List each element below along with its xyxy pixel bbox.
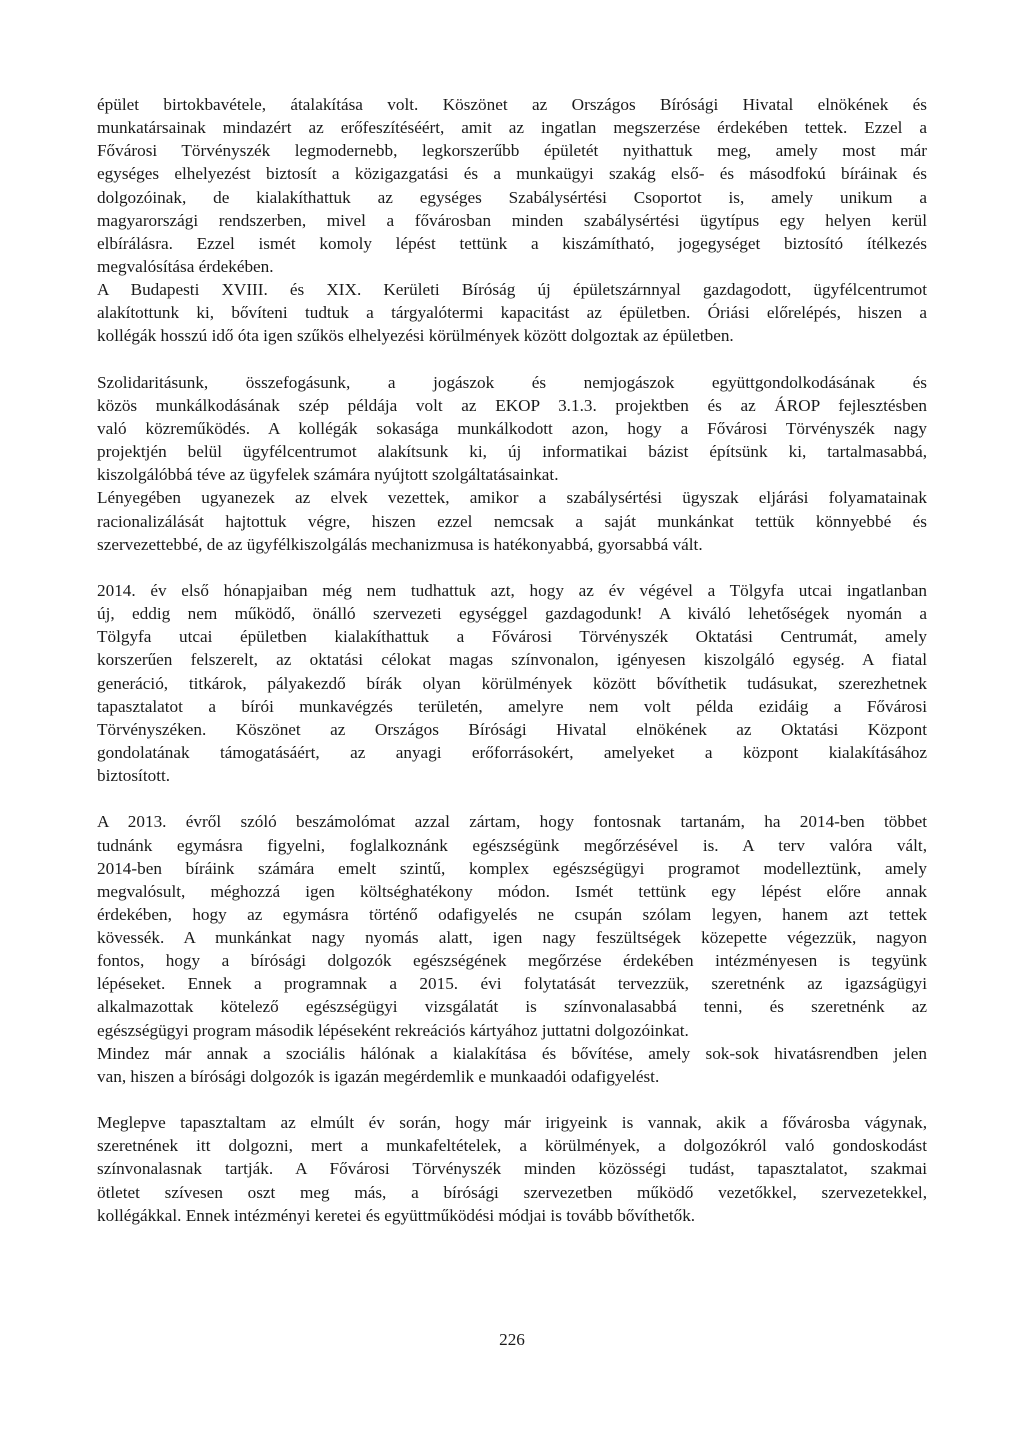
text-line: Törvényszéken. Köszönet az Országos Bírósági Hivatal elnökének az Oktatási Központ bbox=[97, 719, 927, 739]
text-line: új, eddig nem működő, önálló szervezeti egységgel gazdagodunk! A kiváló lehetőségek nyomán a bbox=[97, 604, 927, 624]
paragraph bbox=[97, 1111, 927, 1227]
text-line: generáció, titkárok, pályakezdő bírák olyan körülmények között bővíthetik tudásukat, szerezhetnek bbox=[97, 673, 927, 693]
text-line: 2014. év első hónapjaiban még nem tudhattuk azt, hogy az év végével a Tölgyfa utcai ingatlanban bbox=[97, 580, 927, 600]
paragraph-spacer bbox=[97, 1088, 927, 1111]
paragraph bbox=[97, 486, 927, 555]
text-line: Fővárosi Törvényszék legmodernebb, legkorszerűbb épületét nyithattuk meg, amely most már bbox=[97, 141, 927, 161]
text-line: Meglepve tapasztaltam az elmúlt év során, hogy már irigyeink is vannak, akik a fővárosba vágynak, bbox=[97, 1113, 927, 1133]
paragraph bbox=[97, 93, 927, 278]
text-line: dolgozóinak, de kialakíthattuk az egységes Szabálysértési Csoportot is, amely unikum a bbox=[97, 187, 927, 207]
text-line: kollégákkal. Ennek intézményi keretei és együttműködési módjai is tovább bővíthetők. bbox=[97, 1205, 696, 1225]
text-line: kövessék. A munkánkat nagy nyomás alatt, igen nagy feszültségek közepette végezzük, nagyon bbox=[97, 928, 927, 948]
text-line: lépéseket. Ennek a programnak a 2015. évi folytatását tervezzük, szeretnénk az igazságügyi bbox=[97, 974, 927, 994]
text-line: kiszolgálóbbá téve az ügyfelek számára nyújtott szolgáltatásainkat. bbox=[97, 465, 559, 485]
paragraph-spacer bbox=[97, 556, 927, 579]
text-line: biztosított. bbox=[97, 766, 171, 786]
text-line: projektjén belül ügyfélcentrumot alakítsunk ki, új informatikai bázist építsünk ki, tartalmasabbá, bbox=[97, 442, 927, 462]
text-line: A 2013. évről szóló beszámolómat azzal zártam, hogy fontosnak tartanám, ha 2014-ben többet bbox=[97, 812, 927, 832]
text-line: racionalizálását hajtottuk végre, hiszen ezzel nemcsak a saját munkánkat tettük könnyebbé és bbox=[97, 511, 927, 531]
text-line: magyarországi rendszerben, mivel a fővárosban minden szabálysértési ügytípus egy helyen kerül bbox=[97, 210, 927, 230]
page-number: 226 bbox=[499, 1330, 525, 1349]
paragraph bbox=[97, 371, 927, 487]
document-body bbox=[97, 93, 927, 1227]
text-line: alakítottunk ki, bővíteni tudtuk a tárgyalótermi kapacitást az épületben. Óriási előrelépés, hiszen a bbox=[97, 303, 927, 323]
text-line: van, hiszen a bírósági dolgozók is igazán megérdemlik e munkaadói odafigyelést. bbox=[97, 1066, 660, 1086]
text-line: egészségügyi program második lépéseként rekreációs kártyához juttatni dolgozóinkat. bbox=[97, 1020, 689, 1040]
text-line: gondolatának támogatásáért, az anyagi erőforrásokért, amelyeket a központ kialakításához bbox=[97, 742, 927, 762]
paragraph bbox=[97, 1042, 927, 1088]
text-line: szeretnének itt dolgozni, mert a munkafeltételek, a körülmények, a dolgozókról való gondoskodást bbox=[97, 1136, 927, 1156]
text-line: érdekében, hogy az egymásra történő odafigyelés ne csupán szólam legyen, hanem azt tettek bbox=[97, 904, 927, 924]
text-line: elbírálásra. Ezzel ismét komoly lépést tettünk a kiszámítható, jogegységet biztosító ítélkezés bbox=[97, 233, 927, 253]
paragraph bbox=[97, 278, 927, 347]
text-line: szervezettebbé, de az ügyfélkiszolgálás mechanizmusa is hatékonyabbá, gyorsabbá vált. bbox=[97, 534, 703, 554]
text-line: Tölgyfa utcai épületben kialakíthattuk a Fővárosi Törvényszék Oktatási Centrumát, amely bbox=[97, 627, 927, 647]
text-line: kollégák hosszú idő óta igen szűkös elhelyezési körülmények között dolgoztak az épületben. bbox=[97, 326, 734, 346]
text-line: alkalmazottak kötelező egészségügyi vizsgálatát is színvonalasabbá tenni, és szeretnénk az bbox=[97, 997, 927, 1017]
text-line: ötletet szívesen oszt meg más, a bírósági szervezetben működő vezetőkkel, szervezetekkel, bbox=[97, 1182, 927, 1202]
text-line: Lényegében ugyanezek az elvek vezettek, amikor a szabálysértési ügyszak eljárási folyamatainak bbox=[97, 488, 927, 508]
text-line: megvalósult, méghozzá igen költséghatékony módon. Ismét tettünk egy lépést előre annak bbox=[97, 881, 927, 901]
text-line: egységes elhelyezést biztosít a közigazgatási és a munkaügyi szakág első- és másodfokú bíráinak és bbox=[97, 164, 927, 184]
text-line: korszerűen felszerelt, az oktatási célokat magas színvonalon, igényesen kiszolgáló egység. A fiatal bbox=[97, 650, 927, 670]
paragraph-spacer bbox=[97, 348, 927, 371]
text-line: közös munkálkodásának szép példája volt az EKOP 3.1.3. projektben és az ÁROP fejlesztésben bbox=[97, 395, 927, 415]
text-line: megvalósítása érdekében. bbox=[97, 256, 274, 276]
text-line: A Budapesti XVIII. és XIX. Kerületi Bíróság új épületszárnnyal gazdagodott, ügyfélcentrumot bbox=[97, 280, 927, 300]
text-line: tapasztalatot a bírói munkavégzés területén, amelyre nem volt példa ezidáig a Fővárosi bbox=[97, 696, 927, 716]
paragraph bbox=[97, 579, 927, 787]
text-line: való közreműködés. A kollégák sokasága munkálkodott azon, hogy a Fővárosi Törvényszék nagy bbox=[97, 418, 927, 438]
text-line: Mindez már annak a szociális hálónak a kialakítása és bővítése, amely sok-sok hivatásrendben jelen bbox=[97, 1043, 927, 1063]
paragraph-spacer bbox=[97, 787, 927, 810]
text-line: épület birtokbavétele, átalakítása volt. Köszönet az Országos Bírósági Hivatal elnökének és bbox=[97, 95, 927, 114]
paragraph bbox=[97, 810, 927, 1041]
text-line: Szolidaritásunk, összefogásunk, a jogászok és nemjogászok együttgondolkodásának és bbox=[97, 372, 927, 392]
text-line: tudnánk egymásra figyelni, foglalkoznánk egészségünk megőrzésével is. A terv valóra vált, bbox=[97, 835, 927, 855]
text-line: munkatársainak mindazért az erőfeszítéséért, amit az ingatlan megszerzése érdekében tettek. Ezzel a bbox=[97, 118, 927, 138]
text-line: 2014-ben bíráink számára emelt szintű, komplex egészségügyi programot modelleztünk, amely bbox=[97, 858, 927, 878]
text-line: színvonalasnak tartják. A Fővárosi Törvényszék minden közösségi tudást, tapasztalatot, szakmai bbox=[97, 1159, 927, 1179]
text-line: fontos, hogy a bírósági dolgozók egészségének megőrzése érdekében intézményesen is tegyünk bbox=[97, 951, 927, 971]
